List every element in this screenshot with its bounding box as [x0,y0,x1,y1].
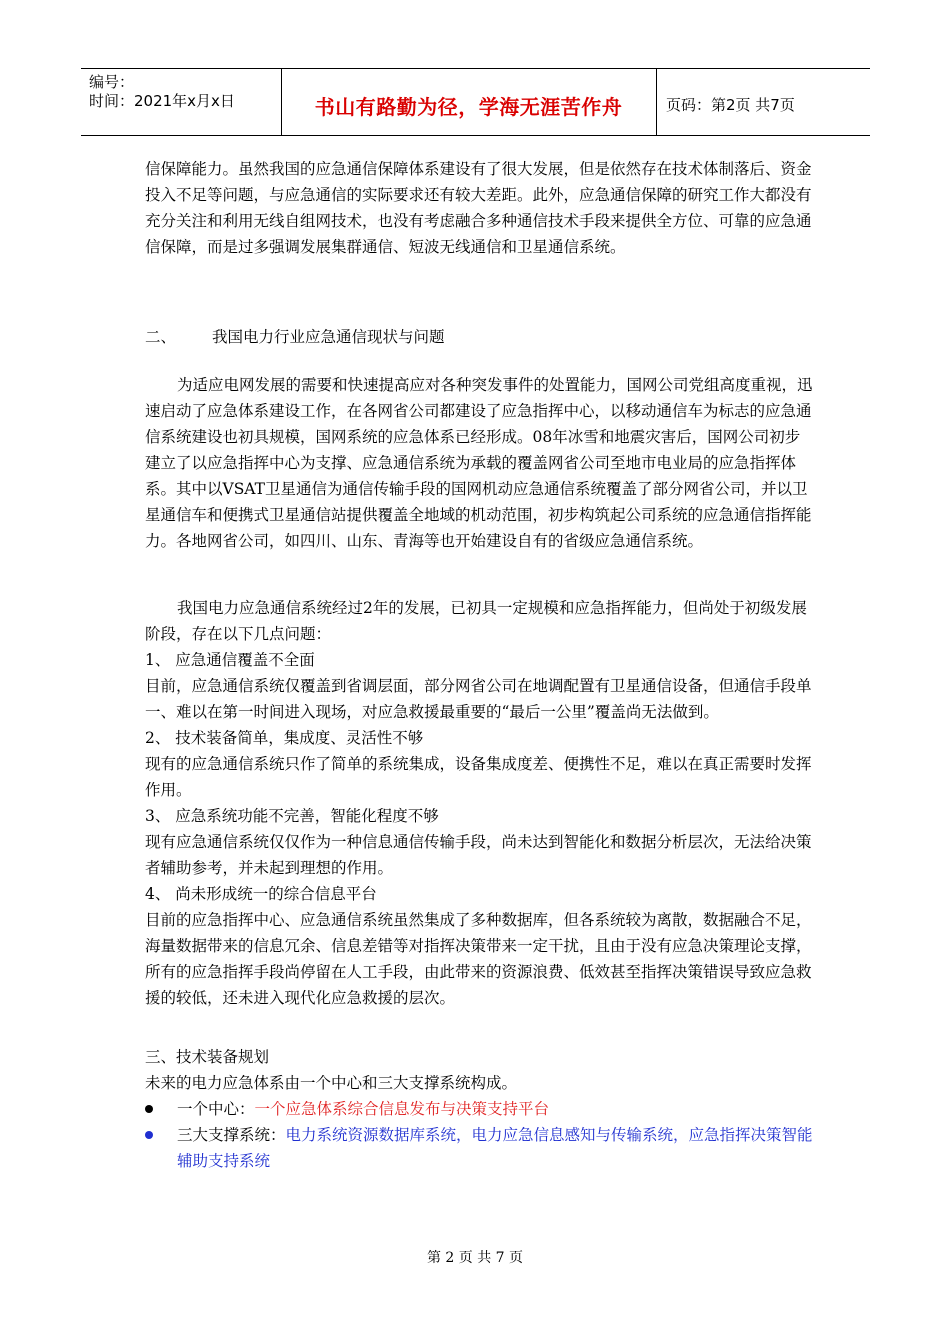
section-3 [145,1044,813,1174]
section-2-heading [145,325,445,347]
header-page-number: 页码：第2页 共7页 [666,96,795,114]
issue-heading: 1、 应急通信覆盖不全面 [145,651,315,669]
page-header [81,68,870,136]
bullet-label: 一个中心： [177,1100,255,1118]
section-3-heading: 三、技术装备规划 [145,1048,270,1066]
intro-paragraph [145,156,813,260]
bullet-dot-icon [145,1105,153,1113]
issue-body: 现有的应急通信系统只作了简单的系统集成，设备集成度差、便携性不足，难以在真正需要时发挥作用。 [145,755,812,799]
issue-body: 目前的应急指挥中心、应急通信系统虽然集成了多种数据库，但各系统较为离散，数据融合不足，海量数据带来的信息冗余、信息差错等对指挥决策带来一定干扰，且由于没有应急决策理论支撑，所有的应急指挥手段尚停留在人工手段，由此带来的资源浪费、低效甚至指挥决策错误导致应急救援的较低，还未进入现代化应急救援的层次。 [145,911,812,1007]
bullet-item-support-systems [145,1122,813,1174]
issue-body: 目前，应急通信系统仅覆盖到省调层面，部分网省公司在地调配置有卫星通信设备，但通信手段单一、难以在第一时间进入现场，对应急救援最重要的“最后一公里”覆盖尚无法做到。 [145,677,812,721]
paragraph-text: 信保障能力。虽然我国的应急通信保障体系建设有了很大发展，但是依然存在技术体制落后、资金投入不足等问题，与应急通信的实际要求还有较大差距。此外，应急通信保障的研究工作大都没有充分关注和利用无线自组网技术，也没有考虑融合多种通信技术手段来提供全方位、可靠的应急通信保障，而是过多强调发展集群通信、短波无线通信和卫星通信系统。 [145,160,812,256]
header-motto: 书山有路勤为径，学海无涯苦作舟 [314,95,623,119]
page-footer: 第 2 页 共 7 页 [426,1250,524,1266]
issue-heading: 4、 尚未形成统一的综合信息平台 [145,885,377,903]
bullet-item-center [145,1096,813,1122]
issue-heading: 2、 技术装备简单，集成度、灵活性不够 [145,729,424,747]
issue-heading: 3、 应急系统功能不完善，智能化程度不够 [145,807,439,825]
bullet-value: 电力系统资源数据库系统，电力应急信息感知与传输系统，应急指挥决策智能辅助支持系统 [177,1126,813,1170]
document-number-label: 编号： [89,73,135,91]
section-title: 我国电力行业应急通信现状与问题 [212,328,445,346]
paragraph-text: 我国电力应急通信系统经过2年的发展，已初具一定规模和应急指挥能力，但尚处于初级发展阶段，存在以下几点问题： [145,599,807,643]
bullet-dot-icon [145,1131,153,1139]
section-2-issues [145,595,813,1011]
header-divider [656,69,657,135]
section-2-paragraph-1 [145,372,813,554]
section-3-intro: 未来的电力应急体系由一个中心和三大支撑系统构成。 [145,1074,518,1092]
paragraph-text: 为适应电网发展的需要和快速提高应对各种突发事件的处置能力，国网公司党组高度重视，迅速启动了应急体系建设工作，在各网省公司都建设了应急指挥中心，以移动通信车为标志的应急通信系统建设也初具规模，国网系统的应急体系已经形成。08年冰雪和地震灾害后，国网公司初步建立了以应急指挥中心为支撑、应急通信系统为承载的覆盖网省公司至地市电业局的应急指挥体系。其中以VSAT卫星通信为通信传输手段的国网机动应急通信系统覆盖了部分网省公司，并以卫星通信车和便携式卫星通信站提供覆盖全地域的机动范围，初步构筑起公司系统的应急通信指挥能力。各地网省公司，如四川、山东、青海等也开始建设自有的省级应急通信系统。 [145,376,813,550]
section-number: 二、 [145,328,177,346]
issue-body: 现有应急通信系统仅仅作为一种信息通信传输手段，尚未达到智能化和数据分析层次，无法给决策者辅助参考，并未起到理想的作用。 [145,833,812,877]
bullet-value: 一个应急体系综合信息发布与决策支持平台 [254,1100,550,1118]
document-date: 时间：2021年x月x日 [89,92,235,110]
header-meta [89,73,235,111]
bullet-label: 三大支撑系统： [177,1126,286,1144]
